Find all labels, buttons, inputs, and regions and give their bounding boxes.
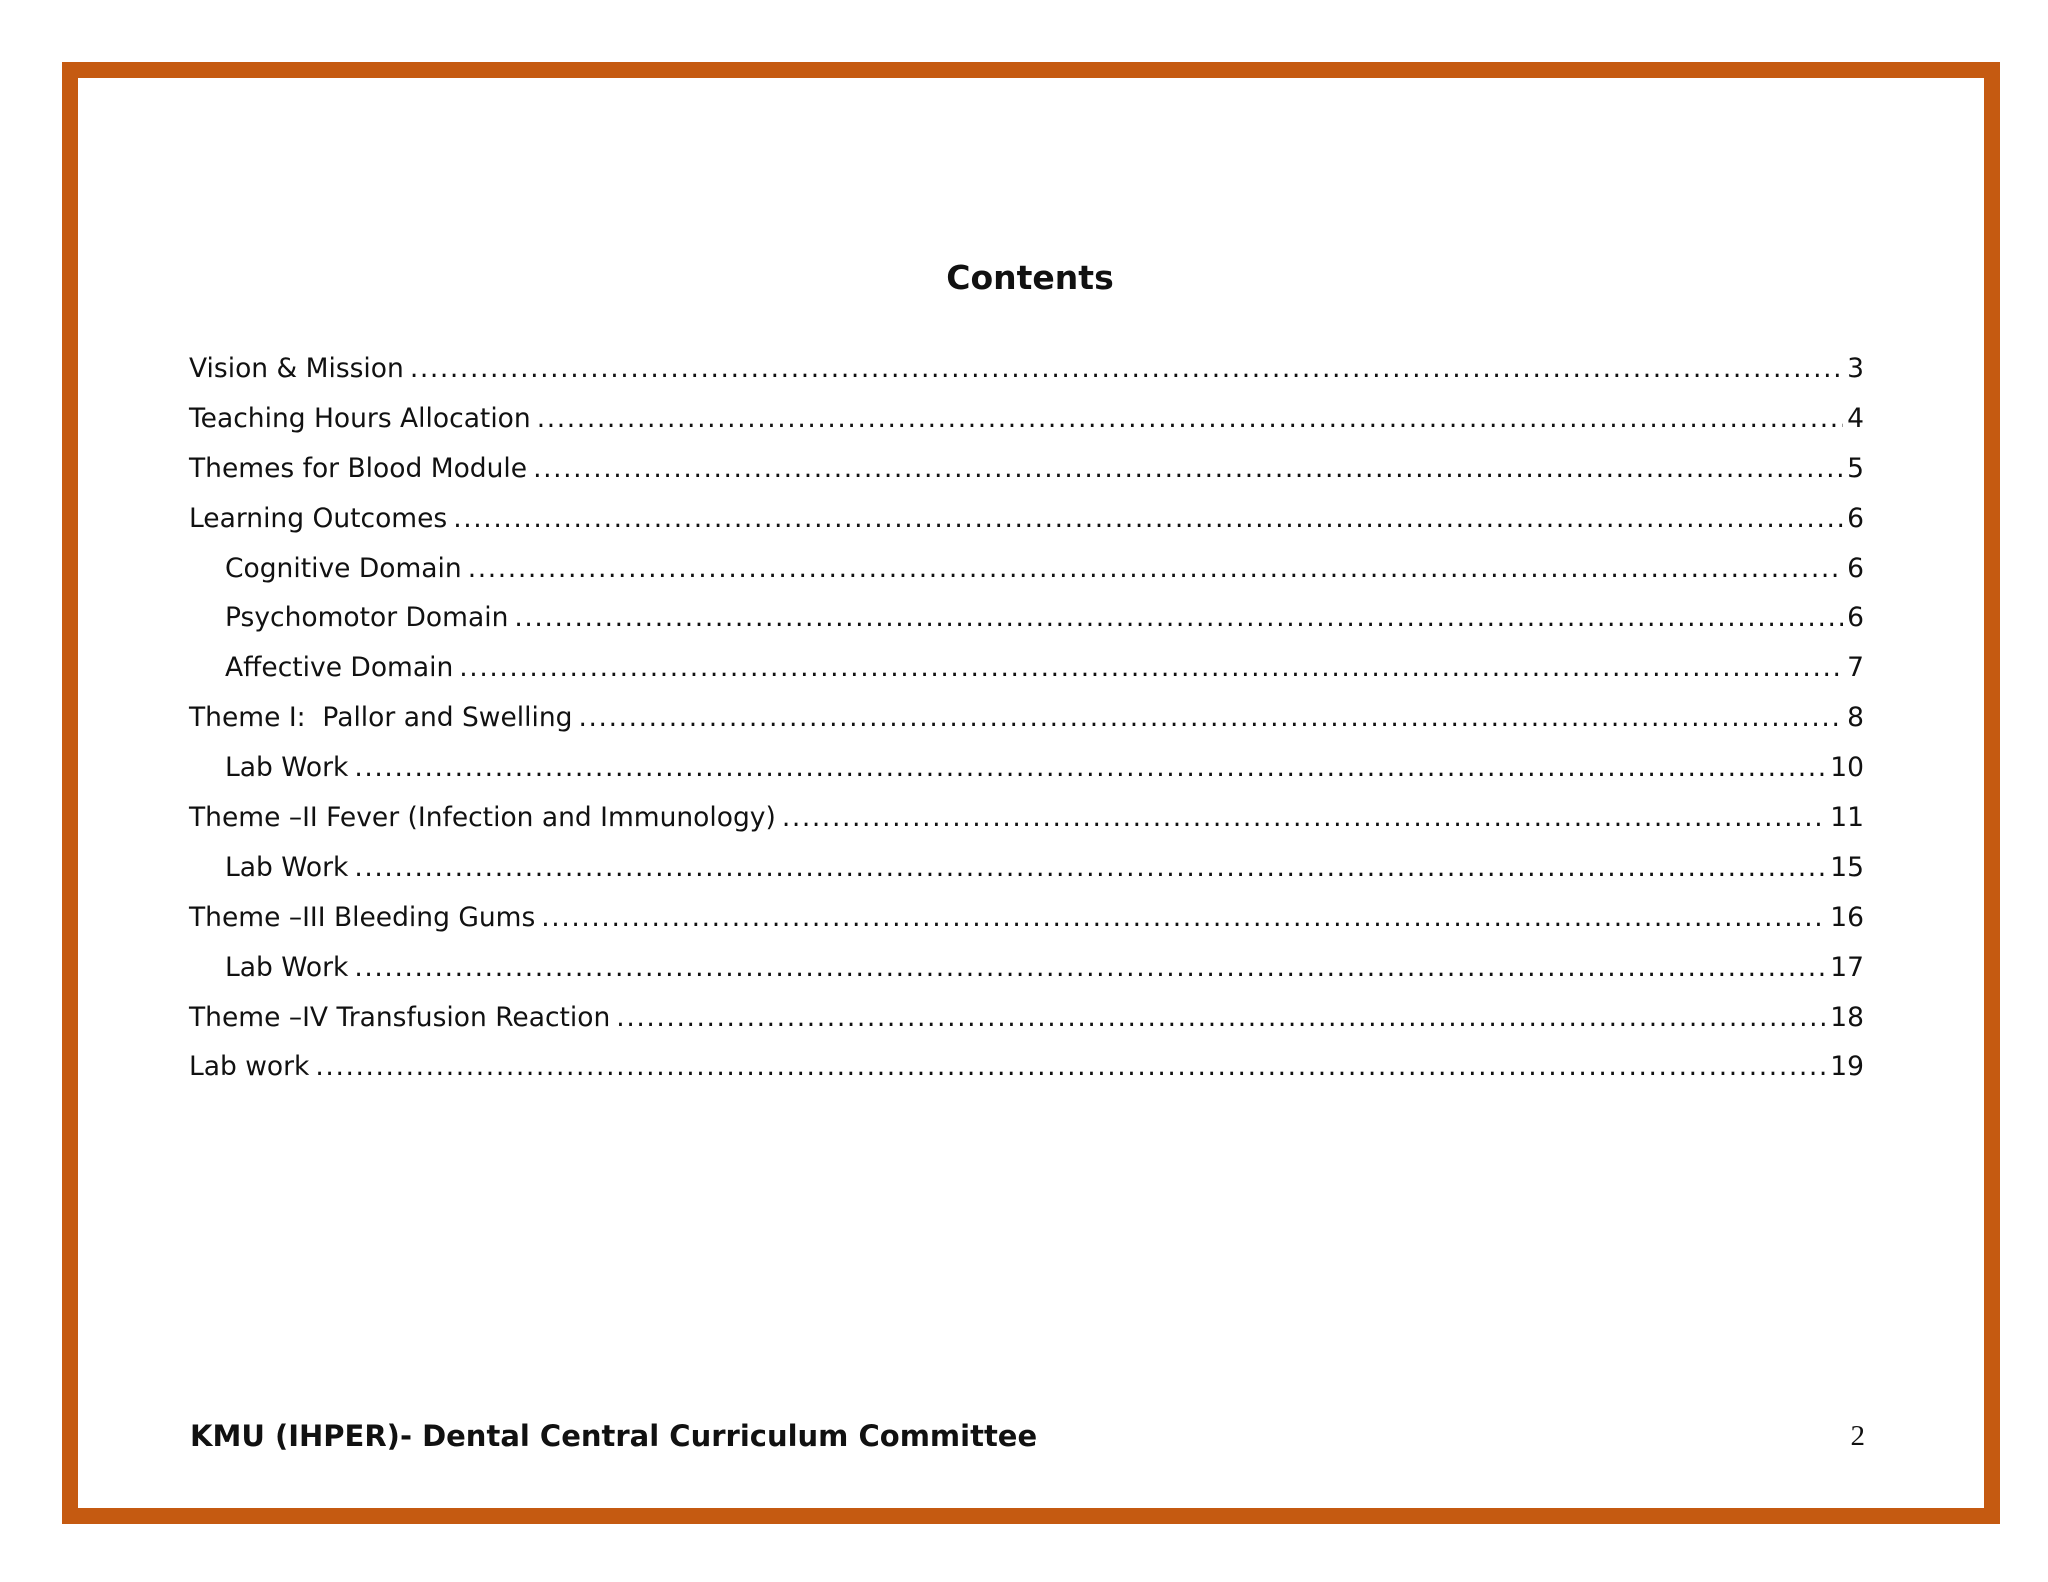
toc-subentry[interactable] bbox=[189, 643, 1864, 693]
toc-entry-page: 3 bbox=[1847, 353, 1864, 384]
toc-entry[interactable] bbox=[189, 693, 1864, 743]
toc-subentry[interactable] bbox=[189, 843, 1864, 893]
toc-dot-leader bbox=[514, 593, 1843, 643]
toc-entry-page: 18 bbox=[1830, 1001, 1864, 1033]
toc-entry[interactable] bbox=[189, 394, 1864, 444]
toc-entry-label: Theme –III Bleeding Gums bbox=[189, 901, 536, 933]
toc-dot-leader bbox=[315, 1042, 1826, 1092]
toc-entry[interactable] bbox=[189, 893, 1864, 943]
toc-entry[interactable] bbox=[189, 344, 1864, 394]
toc-entry-label: Vision & Mission bbox=[189, 353, 404, 384]
toc-dot-leader bbox=[616, 993, 1826, 1043]
toc-dot-leader bbox=[410, 344, 1843, 394]
toc-entry-label: Lab Work bbox=[225, 851, 349, 883]
page-title: Contents bbox=[946, 258, 1114, 297]
toc-entry-label: Theme –II Fever (Infection and Immunology) bbox=[189, 802, 776, 834]
toc-dot-leader bbox=[541, 893, 1826, 943]
toc-entry-label: Themes for Blood Module bbox=[189, 452, 528, 484]
toc-dot-leader bbox=[354, 843, 1826, 893]
toc-entry[interactable] bbox=[189, 444, 1864, 494]
toc-dot-leader bbox=[782, 793, 1826, 843]
toc-entry-page: 17 bbox=[1830, 951, 1864, 983]
toc-entry-label: Psychomotor Domain bbox=[225, 602, 509, 634]
toc-entry-label: Affective Domain bbox=[225, 652, 454, 684]
toc-entry-label: Theme I: Pallor and Swelling bbox=[189, 702, 573, 734]
toc-entry-page: 6 bbox=[1847, 552, 1864, 584]
toc-entry-label: Cognitive Domain bbox=[225, 552, 462, 584]
toc-entry[interactable] bbox=[189, 793, 1864, 843]
toc-dot-leader bbox=[533, 444, 1843, 494]
toc-entry-page: 5 bbox=[1847, 452, 1864, 484]
toc-entry-page: 7 bbox=[1847, 652, 1864, 684]
toc-entry-page: 15 bbox=[1830, 851, 1864, 883]
toc-entry[interactable] bbox=[189, 1042, 1864, 1092]
toc-dot-leader bbox=[459, 643, 1843, 693]
toc-entry-page: 6 bbox=[1847, 502, 1864, 534]
toc-entry-page: 16 bbox=[1830, 901, 1864, 933]
toc-dot-leader bbox=[579, 693, 1844, 743]
toc-entry-page: 8 bbox=[1847, 702, 1864, 734]
toc-entry[interactable] bbox=[189, 993, 1864, 1043]
toc-subentry[interactable] bbox=[189, 943, 1864, 993]
footer-committee-text: KMU (IHPER)- Dental Central Curriculum Committee bbox=[190, 1419, 1038, 1453]
toc-dot-leader bbox=[537, 394, 1843, 444]
toc-entry-label: Teaching Hours Allocation bbox=[189, 402, 531, 434]
toc-entry-page: 11 bbox=[1830, 802, 1864, 834]
toc-entry-label: Lab Work bbox=[225, 951, 349, 983]
toc-entry-page: 10 bbox=[1830, 752, 1864, 784]
toc-subentry[interactable] bbox=[189, 544, 1864, 594]
toc-dot-leader bbox=[468, 544, 1843, 594]
footer-page-number: 2 bbox=[1850, 1420, 1865, 1452]
toc-entry[interactable] bbox=[189, 494, 1864, 544]
toc-entry-label: Learning Outcomes bbox=[189, 502, 448, 534]
toc-entry-label: Theme –IV Transfusion Reaction bbox=[189, 1001, 611, 1033]
table-of-contents bbox=[189, 344, 1864, 1092]
toc-dot-leader bbox=[453, 494, 1843, 544]
toc-entry-page: 19 bbox=[1830, 1051, 1864, 1083]
toc-dot-leader bbox=[354, 943, 1826, 993]
toc-entry-page: 6 bbox=[1847, 602, 1864, 634]
toc-entry-label: Lab work bbox=[189, 1051, 310, 1083]
toc-subentry[interactable] bbox=[189, 743, 1864, 793]
toc-entry-page: 4 bbox=[1847, 402, 1864, 434]
toc-entry-label: Lab Work bbox=[225, 752, 349, 784]
toc-subentry[interactable] bbox=[189, 593, 1864, 643]
toc-dot-leader bbox=[354, 743, 1826, 793]
